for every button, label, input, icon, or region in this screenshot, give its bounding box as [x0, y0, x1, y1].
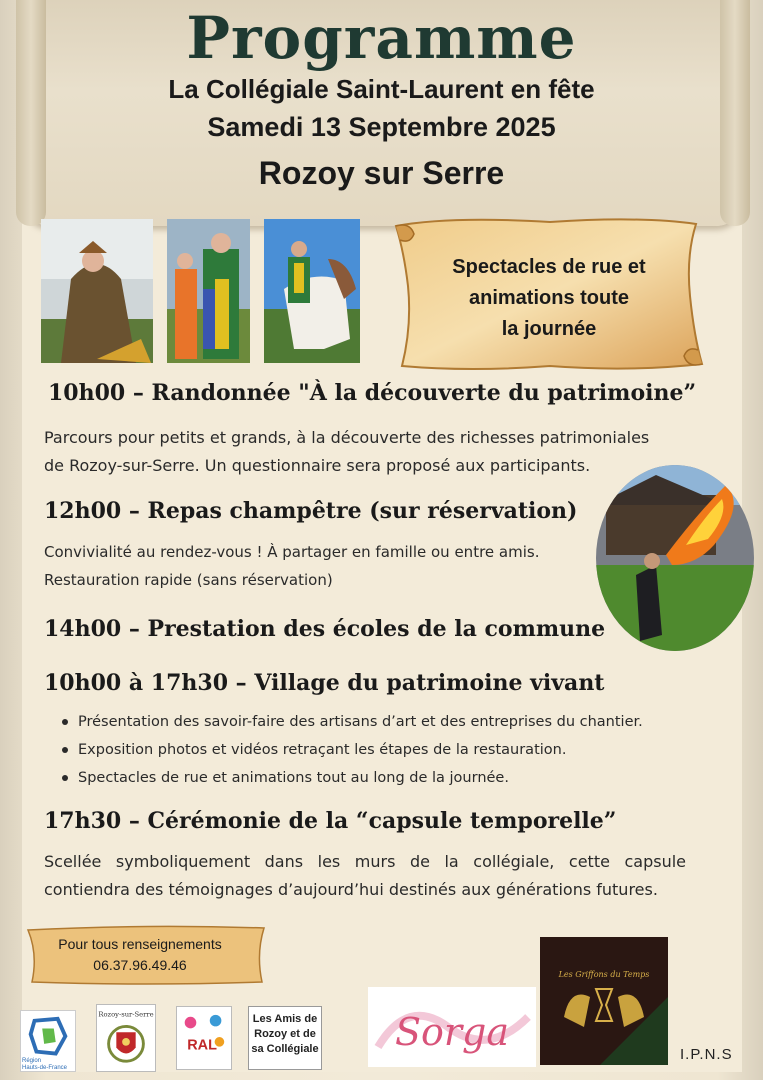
list-item: Spectacles de rue et animations tout au long de la journée.	[62, 764, 643, 792]
logo-griffons-du-temps	[540, 937, 668, 1065]
contact-text	[28, 934, 252, 976]
photo-jester-woman	[41, 219, 153, 363]
photo-fire-breather	[596, 465, 754, 651]
region-label-line-1: Région	[22, 1058, 42, 1064]
event-date: Samedi 13 Septembre 2025	[207, 112, 556, 142]
event-title-ceremonie: 17h30 – Cérémonie de la “capsule temporelle”	[44, 808, 617, 834]
event-name: La Collégiale Saint-Laurent en fête	[168, 74, 595, 104]
event-desc-randonnee-2: de Rozoy-sur-Serre. Un questionnaire sera proposé aux participants.	[44, 456, 591, 475]
amis-line-2: Rozoy et de	[254, 1028, 316, 1040]
photo-jesters	[167, 219, 250, 363]
logo-amis-collegiale	[248, 1006, 322, 1070]
spectacles-line-2: animations toute	[468, 287, 629, 309]
rozoy-logo-text: Rozoy-sur-Serre	[98, 1010, 154, 1019]
ipns-label: I.P.N.S	[680, 1046, 733, 1063]
event-title-randonnee: 10h00 – Randonnée "À la découverte du patrimoine”	[48, 380, 697, 406]
region-label	[22, 1058, 74, 1072]
region-label-line-2: Hauts-de-France	[22, 1065, 68, 1071]
page-title: Programme	[186, 4, 577, 72]
amis-line-1: Les Amis de	[252, 1013, 318, 1025]
logo-rozoy-sur-serre	[96, 1004, 156, 1072]
amis-line-3: sa Collégiale	[251, 1043, 319, 1055]
event-desc-randonnee-1: Parcours pour petits et grands, à la découverte des richesses patrimoniales	[44, 428, 650, 447]
ral-logo-text: RAL	[187, 1037, 217, 1054]
village-bullet-list	[62, 708, 643, 792]
list-item: Présentation des savoir-faire des artisans d’art et des entreprises du chantier.	[62, 708, 643, 736]
gryffon-logo-text: Les Griffons du Temps	[558, 970, 650, 979]
spectacles-text	[414, 252, 684, 345]
photo-knight-horse	[264, 219, 360, 363]
event-location: Rozoy sur Serre	[258, 155, 505, 191]
event-desc-ceremonie-1: Scellée symboliquement dans les murs de la collégiale, cette capsule	[44, 852, 686, 871]
event-title-ecoles: 14h00 – Prestation des écoles de la commune	[44, 616, 606, 642]
contact-phone[interactable]: 06.37.96.49.46	[93, 957, 187, 973]
list-item: Exposition photos et vidéos retraçant les étapes de la restauration.	[62, 736, 643, 764]
logo-ral	[176, 1006, 232, 1070]
sorga-logo-text: Sorga	[394, 1010, 510, 1054]
event-desc-ceremonie-2: contiendra des témoignages d’aujourd’hui destinés aux générations futures.	[44, 880, 658, 899]
spectacles-line-3: la journée	[501, 318, 597, 340]
spectacles-line-1: Spectacles de rue et	[452, 256, 646, 278]
event-title-village: 10h00 à 17h30 – Village du patrimoine vivant	[44, 670, 605, 696]
event-desc-repas-1: Convivialité au rendez-vous ! À partager en famille ou entre amis.	[44, 543, 540, 561]
contact-label: Pour tous renseignements	[58, 936, 222, 952]
logo-sorga	[368, 987, 536, 1067]
event-title-repas: 12h00 – Repas champêtre (sur réservation)	[44, 498, 578, 524]
event-desc-repas-2: Restauration rapide (sans réservation)	[44, 571, 333, 589]
